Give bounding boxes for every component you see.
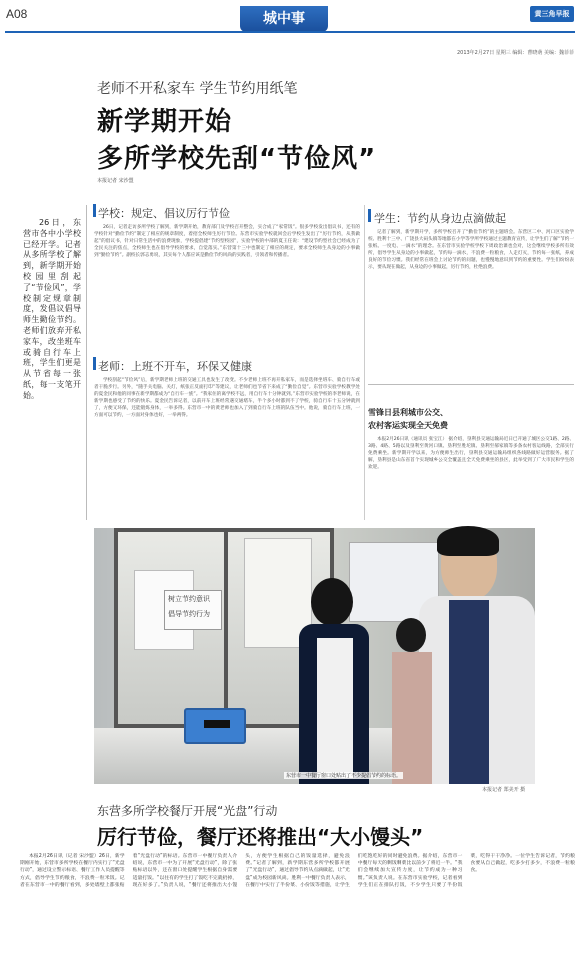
story1-headline-2: 多所学校先刮“节俭风” — [97, 144, 377, 174]
sidebar-top-rule — [368, 384, 574, 385]
sign-line-1: 树立节约意识 — [168, 595, 210, 603]
header-rule — [5, 31, 575, 33]
sec1-bar — [93, 204, 96, 217]
sec3-title: 学生：节约从身边点滴做起 — [374, 212, 506, 225]
student-middle — [392, 618, 432, 784]
sidebar-title-1: 雪锋日县利城市公交、 — [368, 408, 448, 417]
student-back — [299, 578, 369, 784]
sidebar-body: 本报2月26日讯（通讯员 张宝江） 据介绍，垦利县交通运输局近日已开通了城区公交1路、2路、3路、4路、5路以及垦利至黄河口镇、垦利至胜坨镇、垦利至郝家镇等多条农村客运线路，全部实行免费乘坐。新学期开学以来，为方便师生出行，垦利县交通运输局组织各线路做好运营服务。据了解，垦利县是山东省首个实现城乡公交全覆盖且全天免费乘坐的县区，此举受到了广大市民和学生的欢迎。 — [368, 437, 574, 471]
sec3-body: 记者了解到，新学期开学，多所学校召开了“勤俭节约”的主题班会。东营区二中、河口区实验学校、胜利十三中、广饶县大码头镇等地都在小学等学所学校通过主题教育宣传，让学生们了解“节约一张纸、一度电、一滴水”的理念。在东营市实验学校学校下周政治课也会对，这会继续学校多所有效所，倡导学生从身边的小事做起，节约每一滴水，不浪费一粒粮食，人走灯灭，节约每一张纸，养成良好的节俭习惯。我们经常在班会上讨论节约的问题，也慢慢地意识到节约的重要性。学生们纷纷表示，要从现在做起，从身边的小事做起，厉行节约，杜绝浪费。 — [368, 230, 574, 271]
story1-byline: 本报记者 宋沙盟 — [97, 178, 134, 184]
story2-kicker: 东营多所学校餐厅开展“光盘”行动 — [97, 804, 278, 818]
page-number: A08 — [6, 7, 28, 21]
story2-text: 本报2月26日讯（记者 宋沙盟）26日，新学期刚开始，东营市多所学校在餐厅内实行了“光盘行动”，通过设立警示标语、餐厅工作人员提醒等方式，倡导学生节约粮食，不浪费一粒米饭。记者在东营市一中的餐厅看到，多处墙壁上都张贴着“光盘行动”的标语。东营市一中餐厅负责人介绍说，东营市一中为了开展“光盘行动”，除了张贴标语以外，还在窗口处提醒学生根据自身需要适量打饭。“以往有的学生打了饭吃不完就扔掉，现在好多了。”负责人说，“餐厅还将推出大小馒头，方便学生根据自己的饭量选择，避免浪费。”记者了解到，新学期东营多所学校都开展了“光盘行动”，通过倡导节约从点滴做起，让“光盘”成为校园新风尚。胜利一中餐厅负责人表示，在餐厅中实行了半份菜、小份饭等措施，让学生们吃饱吃好的同时避免浪费。据介绍，东营市一中餐厅每天的剩饭剩菜比以前少了将近一半。“我们会继续加大宣传力度，让节约成为一种习惯。”该负责人说。在东营市实验学校，记者看到学生们正在排队打饭，不少学生只要了半份饭菜，吃得干干净净。一位学生告诉记者，节约粮食要从自己做起，吃多少打多少，不浪费一粒粮食。 — [20, 854, 575, 888]
masthead-logo — [530, 6, 574, 22]
photo-caption: 东营市一中餐厅窗口处贴出了不少提倡节约的标语。 — [286, 773, 402, 779]
sec2-body: 学校刮起“节俭风”后，新学期老师上班的交通工具也发生了改变。不少老师上班不再开私家车，而是选择坐班车、骑自行车或者干脆步行。另外，“随手关电脑、关灯，纸张正反面打印”等建议，让老师们也节省下来成了“勤俭自觉”。东营市实验学校教学处的夏金民和他的同事在新学期都成为“自行车一族”。“我家住的离学校不远，用自行车十分钟就到。”东营市实验学校的李老师说，在新学期也感受了节约的快乐。夏金民告诉记者，以前开车上班经常遇交通堵车，半个多小时都到不了学校，骑自行车十五分钟就到了，方便又环保，还能锻炼身体，一举多得。东营市一中的黄老师也加入了到骑自行车上班的队伍当中。他说，骑自行车上班，一方面可以节约，一方面对身体也好，一举两得。 — [94, 378, 360, 419]
story1-kicker: 老师不开私家车 学生节约用纸笔 — [97, 81, 298, 97]
sec1-title: 学校：规定、倡议厉行节俭 — [98, 207, 230, 220]
story1-lead: 26日，东营市各中小学校已经开学。记者从多所学校了解到，新学期开始校园里刮起了“节俭风”，学校制定规章制度，发倡议倡导师生勤俭节约。老师们放弃开私家车，改坐班车或骑自行车上班，学生们更是从节省每一张纸，每一支笔开始。 — [23, 218, 81, 400]
sign-line-2: 倡导节约行为 — [168, 610, 210, 618]
frugality-sign — [164, 590, 222, 630]
photo-credit: 本报记者 郑美开 摄 — [482, 787, 526, 793]
lead-divider — [86, 205, 87, 520]
story2-body — [20, 853, 575, 971]
story1-headline-1: 新学期开始 — [97, 107, 233, 137]
column-divider — [364, 205, 365, 520]
logo-text: 黄三角早报 — [534, 10, 570, 18]
sec3-bar — [368, 209, 371, 222]
sec2-bar — [93, 357, 96, 370]
window-mullion — [224, 528, 228, 728]
card-reader — [184, 708, 246, 744]
section-banner — [240, 6, 328, 32]
story2-headline: 厉行节俭，餐厅还将推出“大小馒头” — [97, 825, 424, 849]
student-glasses — [419, 530, 535, 784]
reader-display — [204, 720, 230, 728]
date-line: 2013年2月27日 星期三 编辑：曹晓萌 美编：魏菲菲 — [456, 50, 574, 56]
sec1-body: 26日，记者走访多所学校了解到，新学期开始，教育部门及学校召开整会，实合成了“家常饭”。很多学校发出倡议书，还有的学校针对“勤俭节约”制定了相应的规章制度，着招全校师生厉行节俭。东营市实验学校就回会后学校生发出了“厉行节约，从我做起”的倡议书，针对日常生活中的浪费现象，学校提倡建“节约型校园”，实验学校的中部的夏王任说：“建设节约型社会已经成为了全民关注的焦点，全校师生也在倡导学校的要求，自觉落实。”东营第十三中也制定了相应的规定，要求全校师生从身边的小事做到“勤俭节约”。副校长郭志勇说，其实每个人都应该是勤俭节约风尚的实践者，引领者和传播者。 — [94, 225, 360, 259]
section-name: 城中事 — [263, 11, 305, 27]
sidebar-title-2: 农村客运实现全天免费 — [368, 421, 448, 430]
sec2-title: 老师：上班不开车，环保又健康 — [98, 360, 252, 373]
story-photo — [94, 528, 535, 784]
